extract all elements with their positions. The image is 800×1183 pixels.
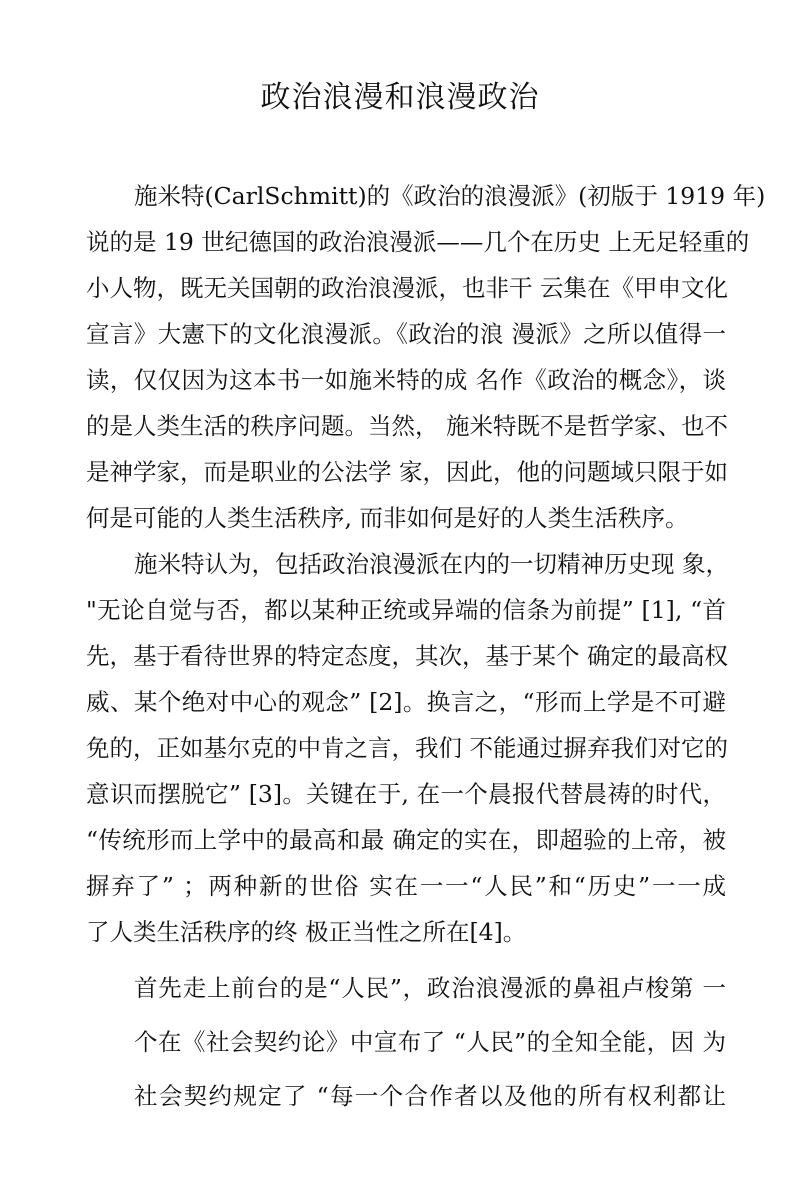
paragraph-1-line-2: 说的是 19 世纪德国的政治浪漫派——几个在历史 上无足轻重的 — [86, 228, 750, 256]
paragraph-3-line-1: 首先走上前台的是“人民”，政治浪漫派的鼻祖卢梭第 一 — [134, 974, 726, 1002]
paragraph-1-line-7: 是神学家，而是职业的公法学 家，因此，他的问题域只限于如 — [86, 458, 728, 486]
paragraph-2-line-2: "无论自觉与否，都以某种正统或异端的信条为前提” [1], “首 — [86, 596, 726, 624]
paragraph-2-line-8: 摒弃了” ；两种新的世俗 实在一一“人民”和“历史”一一成 — [86, 872, 726, 900]
paragraph-1-line-1: 施米特(CarlSchmitt)的《政治的浪漫派》(初版于 1919 年) — [134, 182, 766, 210]
page-title: 政治浪漫和浪漫政治 — [260, 80, 540, 115]
paragraph-2-line-7: “传统形而上学中的最高和最 确定的实在，即超验的上帝，被 — [86, 826, 726, 854]
paragraph-2-line-4: 威、某个绝对中心的观念” [2]。换言之，“形而上学是不可避 — [86, 688, 726, 716]
paragraph-1-line-8: 何是可能的人类生活秩序, 而非如何是好的人类生活秩序。 — [86, 504, 689, 532]
paragraph-3-line-2: 个在《社会契约论》中宣布了 “人民”的全知全能，因 为 — [134, 1028, 726, 1056]
paragraph-1-line-5: 读，仅仅因为这本书一如施米特的成 名作《政治的概念》，谈 — [86, 366, 726, 394]
paragraph-3-line-3: 社会契约规定了 “每一个合作者以及他的所有权利都让 — [134, 1082, 726, 1110]
paragraph-2-line-3: 先，基于看待世界的特定态度，其次，基于某个 确定的最高权 — [86, 642, 728, 670]
paragraph-1-line-6: 的是人类生活的秩序问题。当然， 施米特既不是哲学家、也不 — [86, 412, 728, 440]
paragraph-1-line-3: 小人物，既无关国朝的政治浪漫派，也非干 云集在《甲申文化 — [86, 274, 728, 302]
paragraph-2-line-6: 意识而摆脱它” [3]。关键在于, 在一个晨报代替晨祷的时代， — [86, 780, 726, 808]
paragraph-2-line-1: 施米特认为，包括政治浪漫派在内的一切精神历史现 象， — [134, 550, 729, 578]
paragraph-2-line-9: 了人类生活秩序的终 极正当性之所在[4]。 — [86, 918, 527, 946]
paragraph-1-line-4: 宣言》大憲下的文化浪漫派。《政治的浪 漫派》之所以值得一 — [86, 320, 726, 348]
paragraph-2-line-5: 免的，正如基尔克的中肯之言，我们 不能通过摒弃我们对它的 — [86, 734, 728, 762]
